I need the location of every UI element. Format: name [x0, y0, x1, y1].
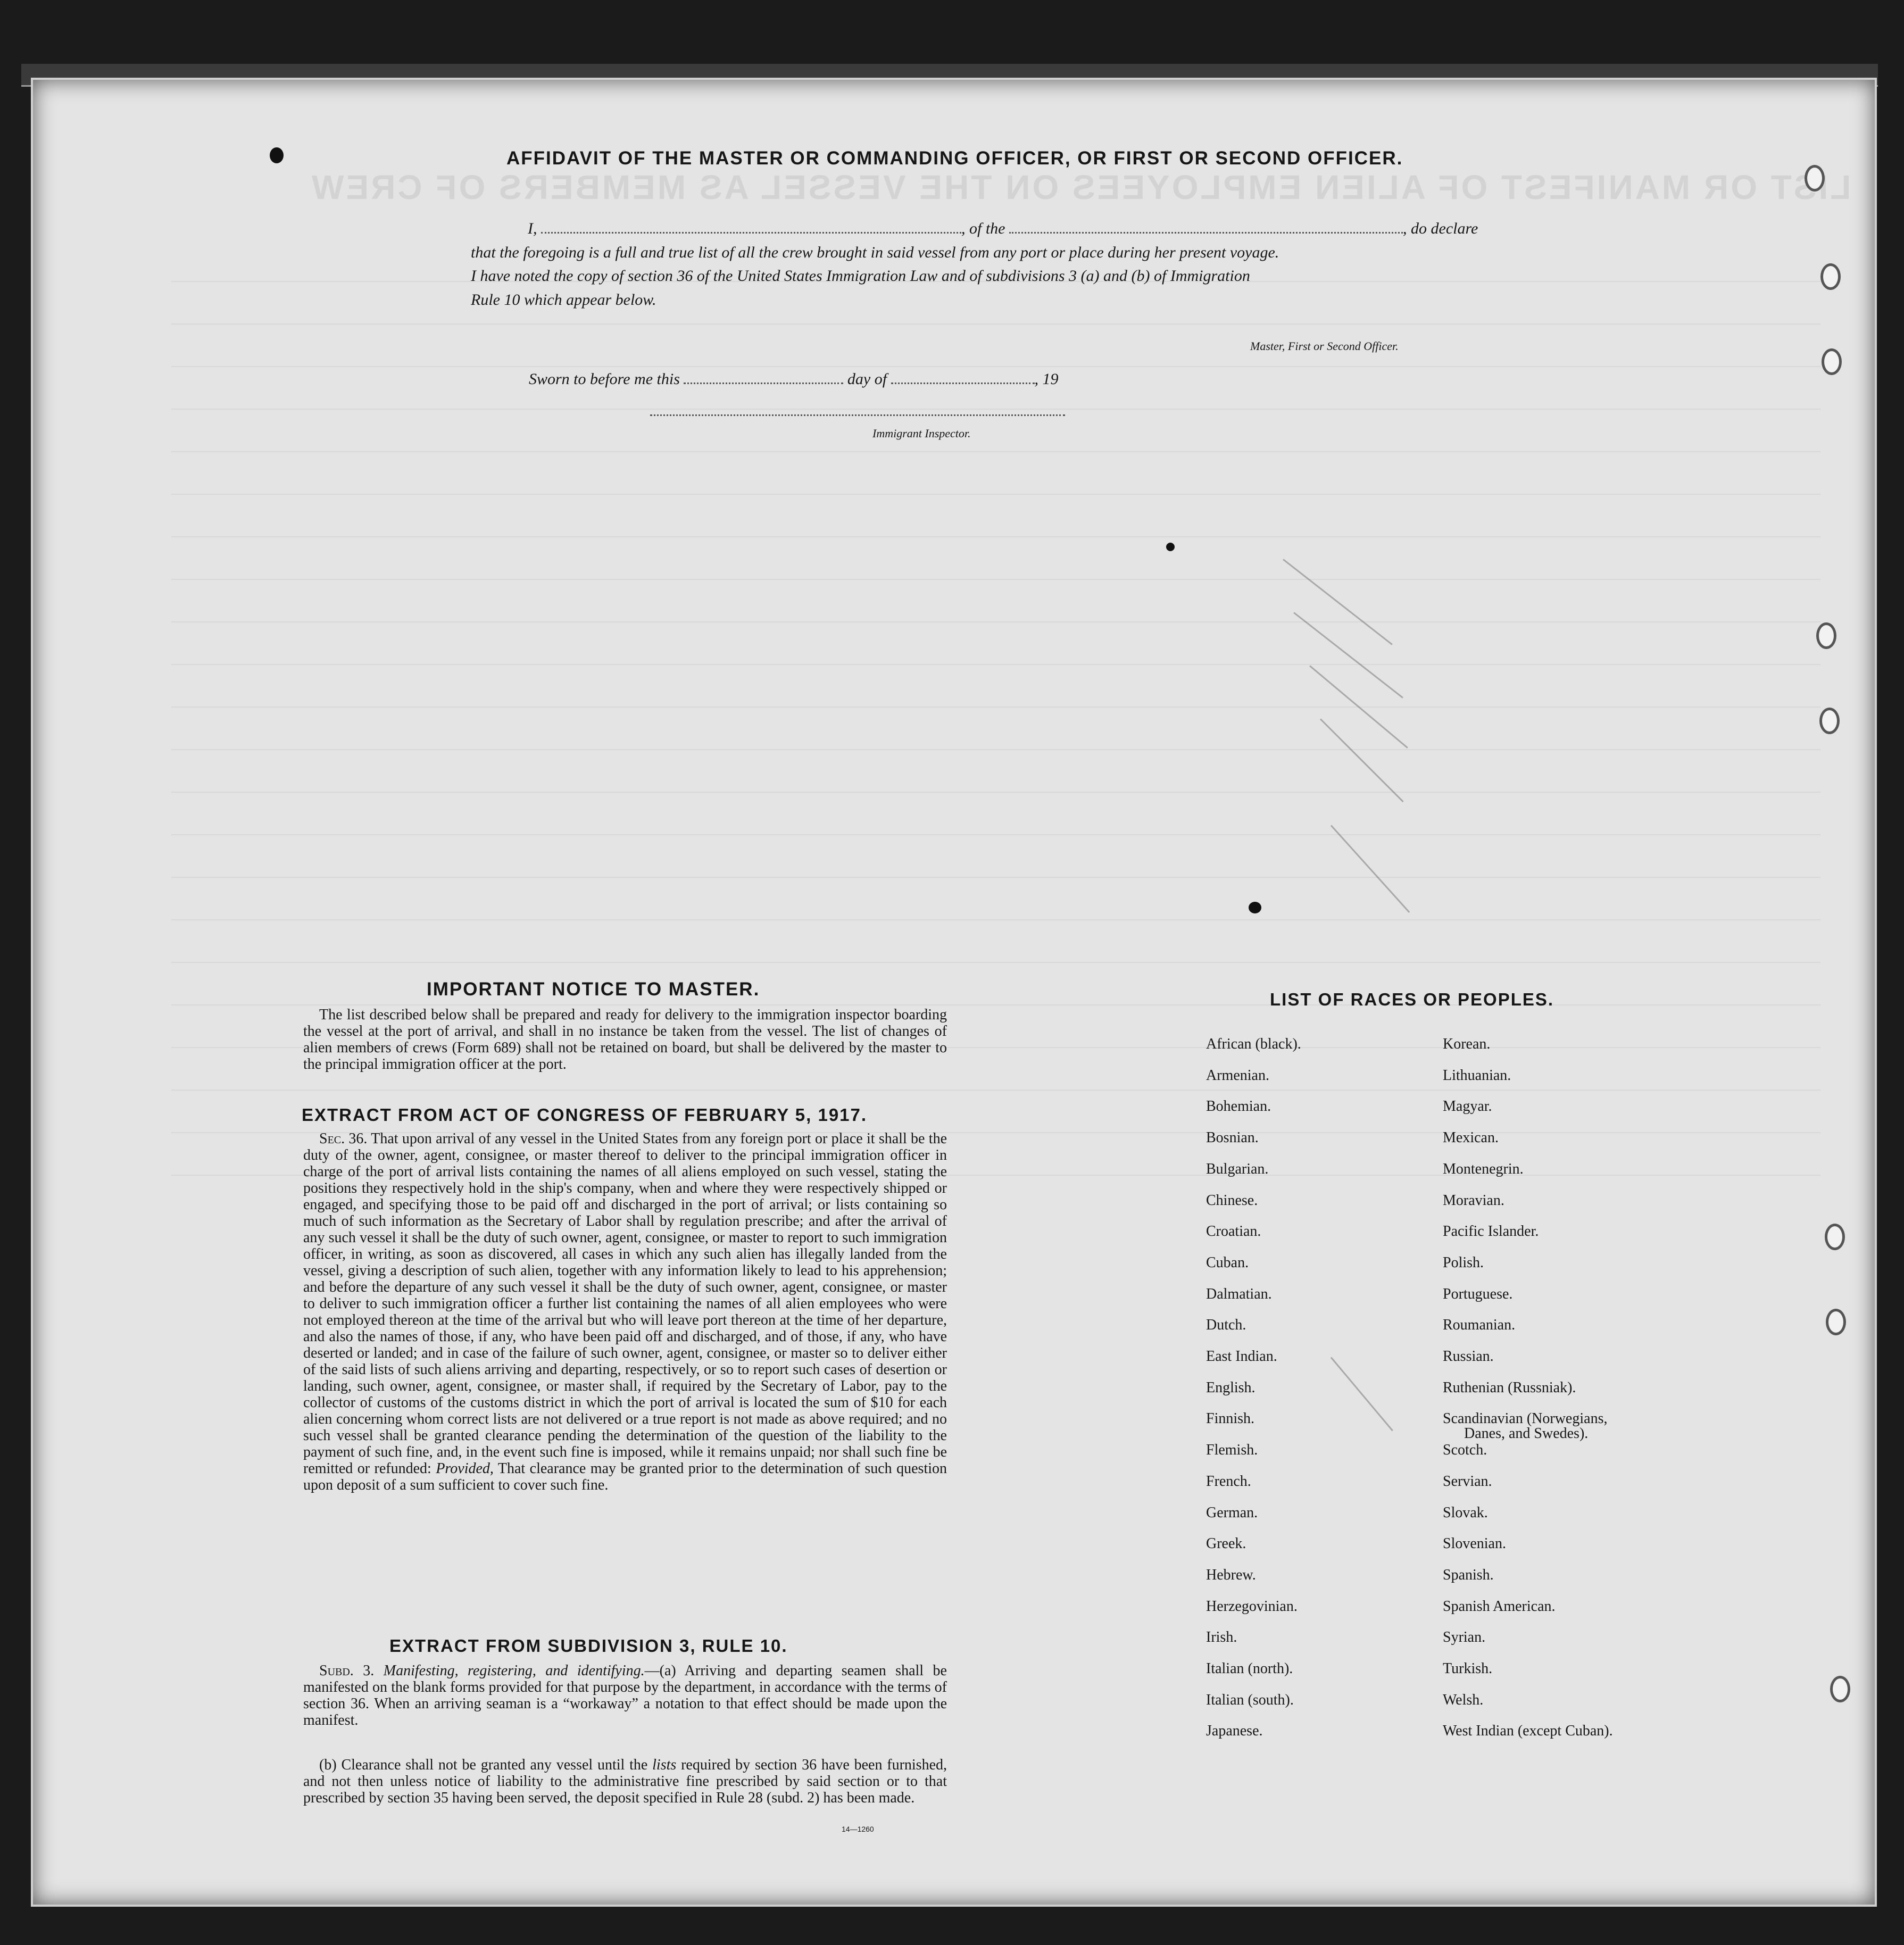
race-item: Lithuanian. [1443, 1067, 1511, 1084]
provided-word: Provided, [436, 1460, 494, 1477]
sworn-day-blank[interactable] [684, 370, 843, 384]
subd-label: Subd. 3. [319, 1663, 375, 1679]
race-item: Servian. [1443, 1473, 1492, 1490]
affidavit-line-3: I have noted the copy of section 36 of the United States Immigration Law and of subdivisions 3 (a) and (b) of Immigration [471, 267, 1250, 285]
race-item: Roumanian. [1443, 1317, 1516, 1334]
ink-blot [1249, 902, 1261, 913]
race-item: English. [1206, 1379, 1256, 1396]
notice-title: IMPORTANT NOTICE TO MASTER. [427, 979, 760, 1000]
section-36-body: That upon arrival of any vessel in the United States from any foreign port or place it shall be the duty of the owner, agent, consignee, or master thereof to deliver to the principal immigration officer in charge of the port of arrival lists containing the names of all aliens employed on such vessel, stating the positions they respectively hold in the ship's company, when and where they were respectively shipped or engaged, and specifying those to be paid off and discharged in the port of arrival; or lists containing so much of such information as the Secretary of Labor shall by regulation prescribe; and after the arrival of any such vessel it shall be the duty of such owner, agent, consignee, or master to report to such immigration officer, in writing, as soon as discovered, all cases in which any such alien has illegally landed from the vessel, giving a description of such alien, together with any information likely to lead to his apprehension; and before the departure of any such vessel it shall be the duty of such owner, agent, consignee, or master to deliver to such immigration officer a further list containing the names of all alien employees who were not employed thereon at the time of the arrival but who will leave port thereon at the time of her departure, and also the names of those, if any, who have been paid off and discharged, and of those, if any, who have deserted or landed; and in case of the failure of such owner, agent, consignee, or master so to deliver either of the said lists of such aliens arriving and departing, respectively, or so to report such cases of desertion or landing, such owner, agent, consignee, or master shall, if required by the Secretary of Labor, pay to the collector of customs of the customs district in which the port of arrival is located the sum of $10 for each alien concerning whom correct lists are not delivered or a true report is not made as above required; and no such vessel shall be granted clearance pending the determination of the question of the liability to the payment of such fine, and, in the event such fine is imposed, while it remains unpaid; nor shall such fine be remitted or refunded: [303, 1131, 947, 1477]
race-item: Turkish. [1443, 1660, 1493, 1677]
affidavit-title: AFFIDAVIT OF THE MASTER OR COMMANDING OFFICER, OR FIRST OR SECOND OFFICER. [506, 148, 1403, 169]
binder-hole [1819, 708, 1840, 734]
affidavit-declare: , do declare [1403, 220, 1478, 237]
pencil-stroke [1331, 825, 1410, 912]
race-item: Chinese. [1206, 1192, 1258, 1209]
binder-hole [1830, 1676, 1850, 1702]
race-item: West Indian (except Cuban). [1443, 1723, 1613, 1740]
bleed-through-heading: LIST OR MANIFEST OF ALIEN EMPLOYEES ON THE VESSEL AS MEMBERS OF CREW [310, 168, 1851, 206]
master-signature-label: Master, First or Second Officer. [1250, 339, 1399, 353]
affidavit-of-the: , of the [961, 220, 1005, 237]
race-item: Polish. [1443, 1254, 1484, 1271]
year-prefix: , 19 [1034, 370, 1059, 388]
ink-blot [270, 147, 284, 163]
binder-hole [1805, 165, 1825, 192]
race-item: Scandinavian (Norwegians, [1443, 1410, 1608, 1427]
extract-act-title: EXTRACT FROM ACT OF CONGRESS OF FEBRUARY 5, 1917. [302, 1105, 868, 1125]
race-item: Hebrew. [1206, 1566, 1256, 1583]
race-item: Finnish. [1206, 1410, 1255, 1427]
race-item: Slovenian. [1443, 1535, 1506, 1552]
race-item: Magyar. [1443, 1098, 1492, 1115]
binder-hole [1816, 622, 1836, 649]
race-item: Greek. [1206, 1535, 1246, 1552]
races-title: LIST OF RACES OR PEOPLES. [1270, 990, 1554, 1009]
race-item: African (black). [1206, 1036, 1301, 1052]
race-item: Irish. [1206, 1629, 1237, 1646]
race-item: Dutch. [1206, 1317, 1246, 1334]
affidavit-line-1 [528, 219, 1478, 238]
race-item: Italian (south). [1206, 1691, 1294, 1708]
pencil-stroke [1309, 665, 1408, 749]
affidavit-line-2: that the foregoing is a full and true list of all the crew brought in said vessel from any port or place during her present voyage. [471, 244, 1279, 261]
race-item: Pacific Islander. [1443, 1223, 1539, 1240]
race-item: Italian (north). [1206, 1660, 1293, 1677]
section-36-label: Sec. 36. [319, 1131, 368, 1147]
race-item: French. [1206, 1473, 1251, 1490]
form-number: 14—1260 [842, 1825, 874, 1833]
ink-blot [1166, 543, 1175, 551]
affidavit-line-4: Rule 10 which appear below. [471, 291, 656, 309]
subd-b-body-2: required by section 36 have been furnished, and not then unless notice of liability to the administrative fine prescribed by said section or to that prescribed by section 35 having been served, the deposit specified in Rule 28 (subd. 2) has been made. [303, 1757, 947, 1806]
pencil-stroke [1293, 612, 1403, 698]
race-item: Ruthenian (Russniak). [1443, 1379, 1576, 1396]
affidavit-i: I, [528, 220, 537, 237]
subd-a-label: —(a) [644, 1663, 676, 1679]
sworn-line [529, 370, 1059, 388]
race-item: Croatian. [1206, 1223, 1261, 1240]
race-item: Armenian. [1206, 1067, 1269, 1084]
day-of-text: day of [847, 370, 887, 388]
section-36-end: That clearance may be granted prior to the determination of such question upon deposit of a sum sufficient to cover such fine. [303, 1460, 947, 1493]
pencil-stroke [1331, 1357, 1393, 1432]
inspector-label: Immigrant Inspector. [872, 427, 971, 440]
vessel-name-blank[interactable] [1009, 219, 1403, 234]
extract-rule-title: EXTRACT FROM SUBDIVISION 3, RULE 10. [389, 1636, 788, 1656]
race-item: Russian. [1443, 1348, 1494, 1365]
race-item: Mexican. [1443, 1129, 1499, 1146]
sworn-month-blank[interactable] [891, 370, 1035, 384]
binder-hole [1825, 1224, 1845, 1250]
race-item: Welsh. [1443, 1691, 1484, 1708]
race-item: Bulgarian. [1206, 1160, 1269, 1177]
race-item: Moravian. [1443, 1192, 1504, 1209]
pencil-stroke [1283, 559, 1393, 645]
race-item: Spanish American. [1443, 1598, 1556, 1615]
sworn-text: Sworn to before me this [529, 370, 680, 388]
race-item: Slovak. [1443, 1504, 1488, 1521]
race-item: Korean. [1443, 1036, 1491, 1052]
binder-hole [1822, 348, 1842, 375]
race-item: East Indian. [1206, 1348, 1277, 1365]
subd-b-body-1: Clearance shall not be granted any vessel until the [341, 1757, 648, 1773]
subdivision-3b-text [303, 1757, 947, 1806]
binder-hole [1820, 263, 1841, 290]
binder-hole [1826, 1309, 1846, 1335]
race-item: German. [1206, 1504, 1258, 1521]
inspector-signature-blank[interactable] [650, 402, 1065, 416]
notice-text: The list described below shall be prepared and ready for delivery to the immigration inspector boarding the vessel at the port of arrival, and shall in no instance be taken from the vessel. The list of changes of alien members of crews (Form 689) shall not be retained on board, but shall be delivered by the master to the principal immigration officer at the port. [303, 1007, 947, 1073]
subd-a-body: Arriving and departing seamen shall be manifested on the blank forms provided for that purpose by the department, in accordance with the terms of section 36. When an arriving seaman is a “workaway” a notation to that effect should be made upon the manifest. [303, 1663, 947, 1728]
race-item: Portuguese. [1443, 1285, 1513, 1302]
race-item: Japanese. [1206, 1723, 1263, 1740]
document-sheet [33, 80, 1875, 1905]
race-item: Herzegovinian. [1206, 1598, 1298, 1615]
race-item: Dalmatian. [1206, 1285, 1272, 1302]
subd-b-label: (b) [319, 1757, 337, 1773]
race-item: Bohemian. [1206, 1098, 1271, 1115]
subd-b-lists: lists [652, 1757, 677, 1773]
subd-heading: Manifesting, registering, and identifying. [383, 1663, 645, 1679]
officer-name-blank[interactable] [541, 219, 961, 234]
race-item: Syrian. [1443, 1629, 1486, 1646]
pencil-stroke [1320, 718, 1404, 802]
race-item-continuation: Danes, and Swedes). [1464, 1425, 1589, 1442]
race-item: Cuban. [1206, 1254, 1249, 1271]
race-item: Scotch. [1443, 1442, 1487, 1459]
race-item: Montenegrin. [1443, 1160, 1524, 1177]
subdivision-3a-text [303, 1663, 947, 1728]
race-item: Flemish. [1206, 1442, 1258, 1459]
race-item: Bosnian. [1206, 1129, 1259, 1146]
section-36-text [303, 1131, 947, 1493]
race-item: Spanish. [1443, 1566, 1494, 1583]
